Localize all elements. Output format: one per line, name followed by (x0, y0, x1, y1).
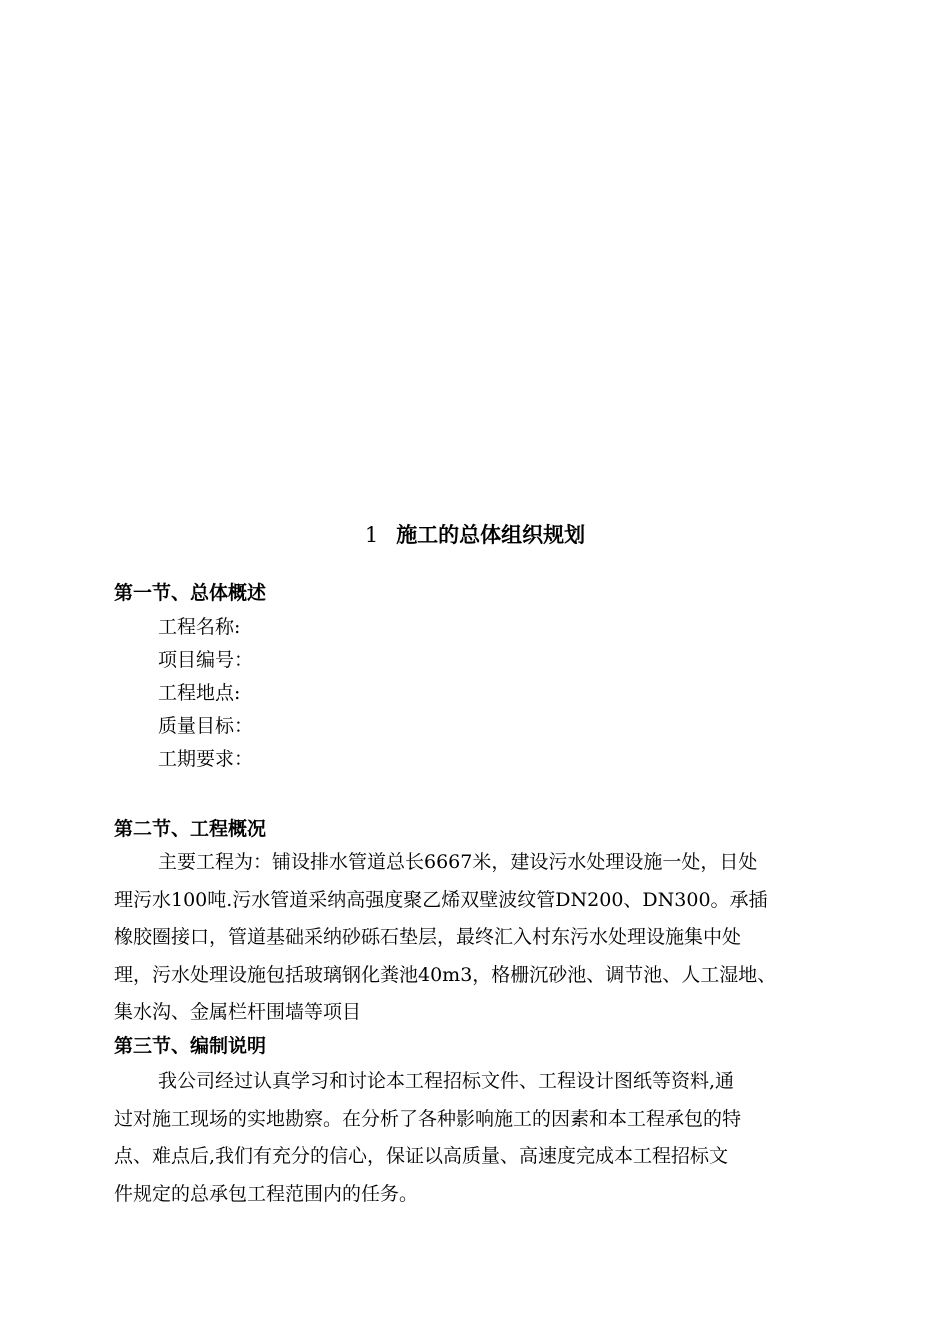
paragraph-line: 橡胶圈接口，管道基础采纳砂砾石垫层，最终汇入村东污水处理设施集中处 (114, 926, 742, 948)
paragraph-compilation-notes (114, 1067, 874, 1217)
paragraph-line: 件规定的总承包工程范围内的任务。 (114, 1182, 419, 1205)
field-schedule-requirement: 工期要求： (158, 748, 254, 770)
section-heading-compilation-notes: 第三节、编制说明 (114, 1035, 267, 1057)
field-project-name: 工程名称: (158, 616, 241, 638)
field-project-location: 工程地点: (158, 682, 241, 704)
paragraph-line: 集水沟、金属栏杆围墙等项目 (114, 1001, 362, 1023)
paragraph-line: 主要工程为：铺设排水管道总长6667米，建设污水处理设施一处，日处 (158, 851, 758, 873)
paragraph-project-overview (114, 848, 874, 1036)
chapter-title (0, 520, 950, 550)
paragraph-line: 理污水100吨.污水管道采纳高强度聚乙烯双壁波纹管DN200、DN300。承插 (114, 888, 768, 911)
chapter-number: 1 (364, 523, 379, 547)
chapter-title-text: 施工的总体组织规划 (396, 522, 586, 547)
field-project-number: 项目编号： (158, 649, 254, 671)
paragraph-line: 我公司经过认真学习和讨论本工程招标文件、工程设计图纸等资料,通 (158, 1070, 735, 1092)
section-heading-project-overview: 第二节、工程概况 (114, 818, 267, 840)
paragraph-line: 点、难点后,我们有充分的信心，保证以高质量、高速度完成本工程招标文 (114, 1145, 729, 1167)
paragraph-line: 过对施工现场的实地勘察。在分析了各种影响施工的因素和本工程承包的特 (114, 1107, 742, 1130)
paragraph-line: 理，污水处理设施包括玻璃钢化粪池40m3，格栅沉砂池、调节池、人工湿地、 (114, 963, 777, 986)
field-quality-target: 质量目标： (158, 715, 254, 737)
section-heading-overview: 第一节、总体概述 (114, 582, 267, 604)
